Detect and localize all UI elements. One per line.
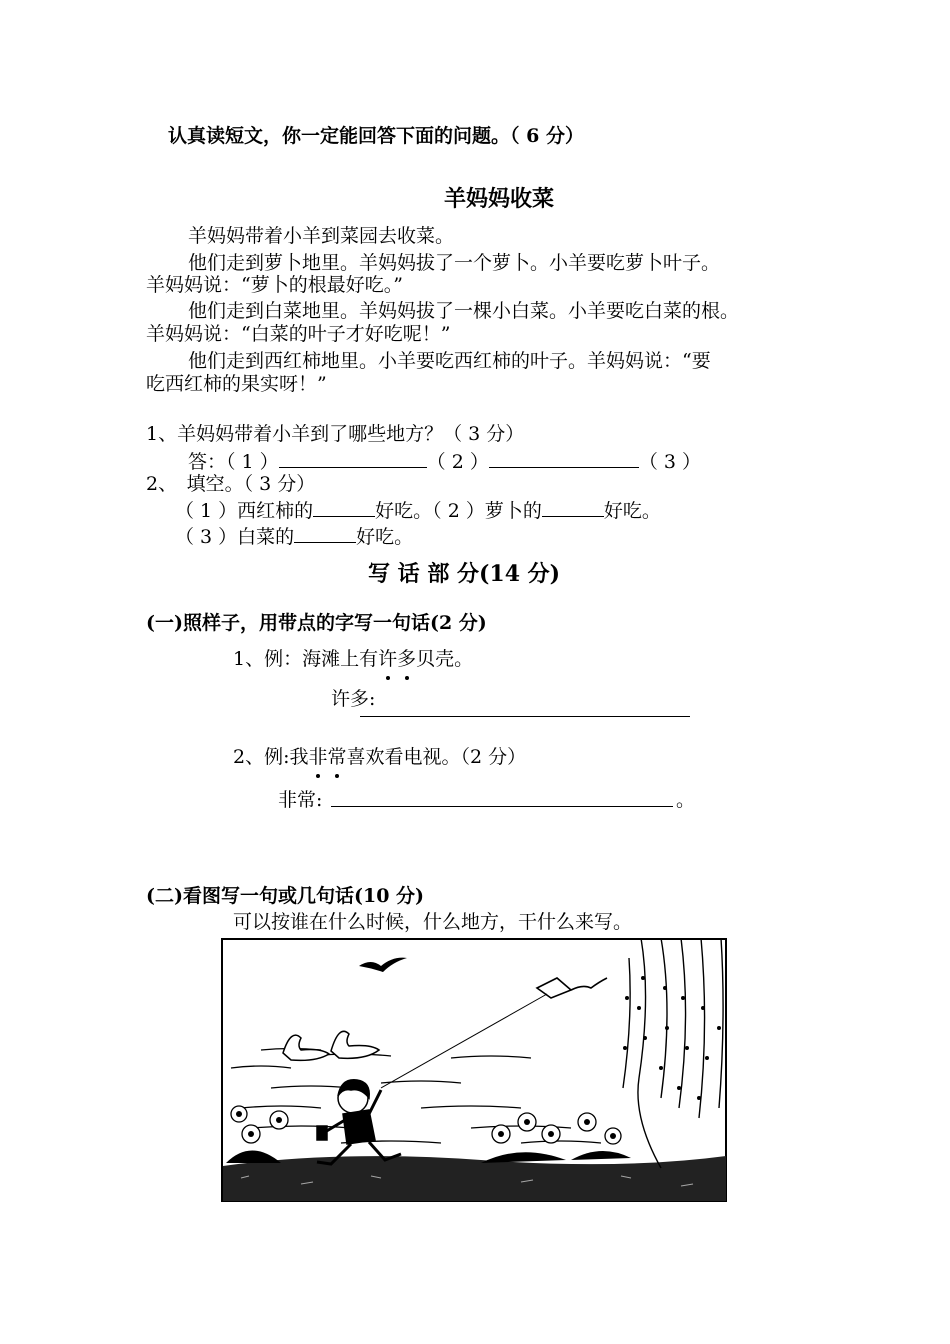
fill-text: （ 3 ）白菜的 <box>175 526 295 548</box>
ground <box>223 1156 726 1201</box>
kite-illustration <box>221 938 727 1202</box>
reading-instruction: 认真读短文，你一定能回答下面的问题。（ 6 分） <box>168 125 584 147</box>
part2-hint: 可以按谁在什么时候，什么地方，干什么来写。 <box>233 911 633 933</box>
fill-blank-1[interactable] <box>313 498 375 517</box>
story-title: 羊妈妈收菜 <box>444 186 555 212</box>
answer-line-1[interactable] <box>360 716 690 717</box>
dotted-char: 常 <box>327 746 347 768</box>
answer-label-3: （ 3 ） <box>638 451 702 473</box>
answer-label: 答：（ 1 ） <box>188 451 279 473</box>
fill-blank-3[interactable] <box>294 524 356 543</box>
dotted-char: 非 <box>308 746 328 768</box>
part2-title: (二)看图写一句或几句话(10 分) <box>146 885 425 907</box>
writing-section-title: 写 话 部 分(14 分) <box>368 561 561 587</box>
answer-blank-1[interactable] <box>279 449 427 468</box>
fill-row-1 <box>175 498 661 523</box>
story-line: 他们走到萝卜地里。羊妈妈拔了一个萝卜。小羊要吃萝卜叶子。 <box>188 252 721 274</box>
answer-blank-2[interactable] <box>489 449 639 468</box>
fill-row-2 <box>175 524 413 549</box>
dotted-char: 多 <box>397 648 417 670</box>
fill-text: （ 1 ）西红柿的 <box>175 500 314 522</box>
part1-title: (一)照样子，用带点的字写一句话(2 分) <box>146 612 487 634</box>
fill-text: 好吃。 <box>356 526 414 548</box>
story-line: 他们走到西红柿地里。小羊要吃西红柿的叶子。羊妈妈说：“要 <box>188 350 711 372</box>
dotted-char: 许 <box>378 648 398 670</box>
story-line: 羊妈妈带着小羊到菜园去收菜。 <box>188 225 455 247</box>
example-1-word: 许多: <box>331 688 376 710</box>
example-text: 喜欢看电视。（2 分） <box>346 746 527 768</box>
story-line: 吃西红柿的果实呀！” <box>146 373 327 395</box>
example-1 <box>233 648 473 671</box>
answer-label-2: （ 2 ） <box>426 451 489 473</box>
example-2-word: 非常: <box>278 789 323 811</box>
example-2 <box>233 746 526 769</box>
fill-text: 好吃。 <box>603 500 661 522</box>
story-line: 羊妈妈说：“白菜的叶子才好吃呢！” <box>146 323 451 345</box>
example-text: 1、例：海滩上有 <box>233 648 379 670</box>
answer-line-2[interactable] <box>331 806 673 807</box>
question-1: 1、羊妈妈带着小羊到了哪些地方？（ 3 分） <box>146 423 525 445</box>
question-2: 2、 填空。（ 3 分） <box>146 473 316 495</box>
fill-blank-2[interactable] <box>542 498 604 517</box>
example-text: 2、例:我 <box>233 746 309 768</box>
answer-row-1 <box>188 449 701 474</box>
example-text: 贝壳。 <box>416 648 474 670</box>
example-2-end: 。 <box>676 789 696 811</box>
story-line: 羊妈妈说：“萝卜的根最好吃。” <box>146 274 403 296</box>
story-line: 他们走到白菜地里。羊妈妈拔了一棵小白菜。小羊要吃白菜的根。 <box>188 300 740 322</box>
fill-text: 好吃。（ 2 ）萝卜的 <box>375 500 542 522</box>
